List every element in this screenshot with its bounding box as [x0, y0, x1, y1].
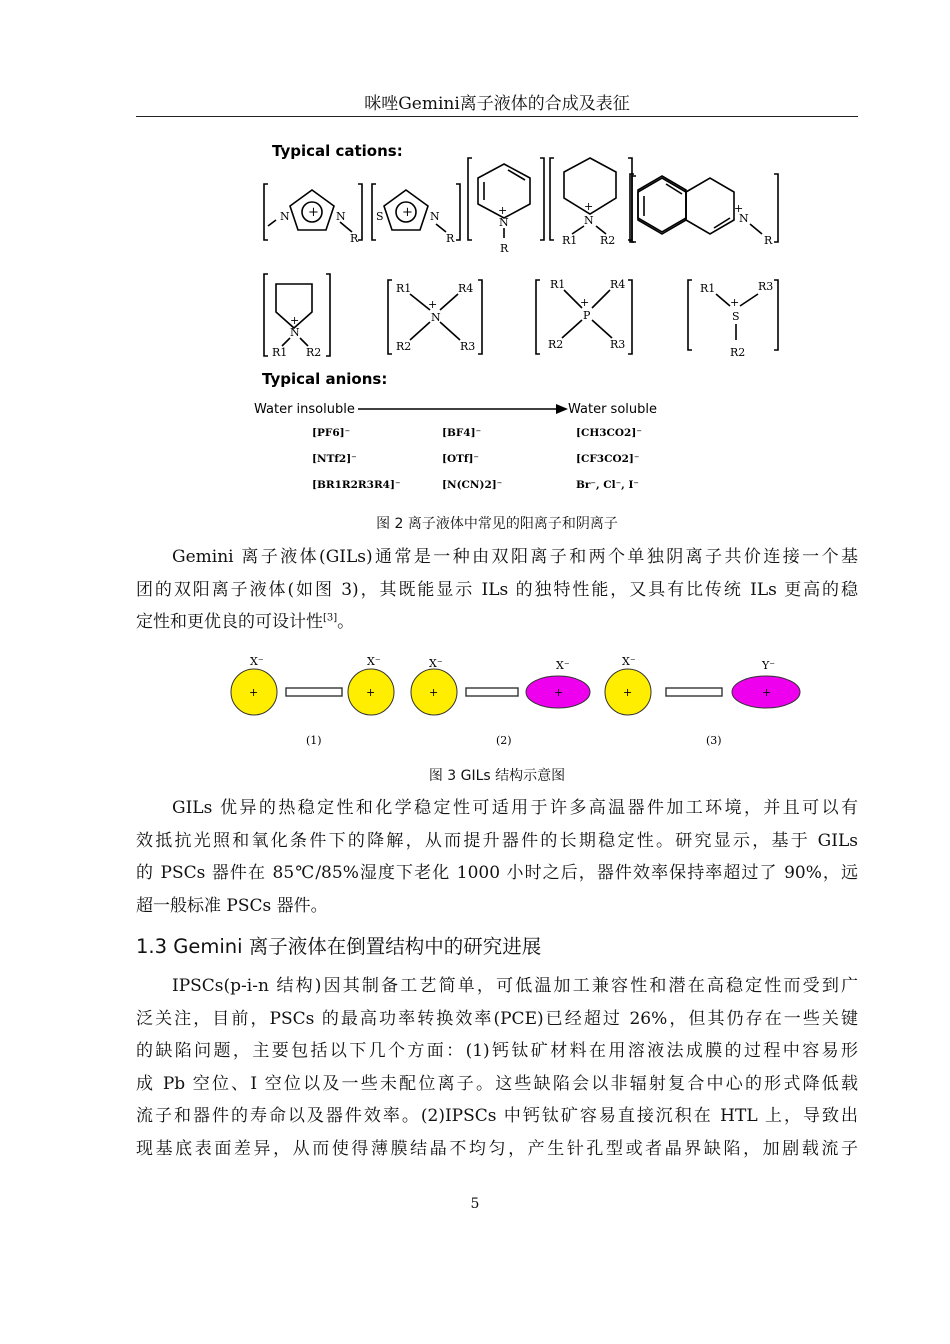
substituent-r: R — [764, 234, 773, 247]
anion-acetate: [CH3CO2]⁻ — [576, 427, 642, 439]
substituent-r3: R3 — [610, 338, 626, 351]
substituent-r3: R3 — [758, 280, 774, 293]
substituent-r1: R1 — [562, 234, 578, 247]
structure-label: (2) — [496, 734, 512, 747]
atom-n: N — [584, 214, 594, 227]
substituent-r3: R3 — [460, 340, 476, 353]
substituent-r4: R4 — [610, 278, 626, 291]
section-heading-1-3: 1.3 Gemini 离子液体在倒置结构中的研究进展 — [136, 935, 542, 958]
water-insoluble-label: Water insoluble — [254, 402, 355, 417]
atom-n: N — [336, 210, 346, 223]
anion-halides: Br⁻, Cl⁻, I⁻ — [576, 479, 639, 491]
atom-s: S — [376, 210, 384, 223]
anion-ntf2: [NTf2]⁻ — [312, 453, 357, 465]
substituent-r: R — [350, 232, 359, 245]
text-line — [136, 606, 858, 639]
plus-sign: + — [308, 205, 319, 220]
plus-sign: + — [762, 686, 772, 699]
typical-anions-label: Typical anions: — [262, 370, 388, 388]
atom-n: N — [430, 210, 440, 223]
anion-y: Y⁻ — [762, 659, 776, 672]
plus-sign: + — [734, 202, 744, 215]
cation-phosphonium — [536, 278, 632, 354]
atom-n: N — [280, 210, 290, 223]
substituent-r1: R1 — [550, 278, 566, 291]
linker — [666, 688, 722, 696]
text-line: GILs 优异的热稳定性和化学稳定性可适用于许多高温器件加工环境，并且可以有 — [172, 798, 858, 818]
linker — [286, 688, 342, 696]
anion-x: X⁻ — [556, 659, 570, 672]
anion-dicyanamide: [N(CN)2]⁻ — [442, 479, 503, 491]
substituent-r: R — [446, 232, 455, 245]
typical-cations-label: Typical cations: — [272, 142, 403, 160]
gil-structure-1 — [231, 655, 394, 747]
cation-imidazolium — [264, 184, 362, 245]
cation-pyrrolidinium — [264, 274, 330, 359]
figure-3-caption: 图 3 GILs 结构示意图 — [428, 768, 566, 784]
cation-isoquinolinium — [630, 174, 778, 247]
anion-x: X⁻ — [367, 655, 381, 668]
plus-sign: + — [366, 686, 376, 699]
atom-n: N — [290, 326, 300, 339]
figure-2-caption: 图 2 离子液体中常见的阳离子和阴离子 — [376, 516, 618, 532]
plus-sign: + — [584, 200, 594, 213]
substituent-r4: R4 — [458, 282, 474, 295]
text-line: 团的双阳离子液体(如图 3)，其既能显示 ILs 的独特性能，又具有比传统 ILs 更高的稳 — [136, 579, 858, 600]
anion-otf: [OTf]⁻ — [442, 453, 479, 465]
text-line: Gemini 离子液体(GILs)通常是一种由双阳离子和两个单独阴离子共价连接一个基 — [172, 547, 858, 567]
atom-n: N — [431, 311, 441, 324]
citation-3: [3] — [323, 612, 338, 624]
atom-n: N — [499, 216, 509, 229]
arrow-head-icon — [556, 404, 568, 414]
plus-sign: + — [623, 686, 633, 699]
text-segment: 定性和更优良的可设计性 — [136, 612, 323, 632]
running-header: 咪唑Gemini离子液体的合成及表征 — [364, 94, 630, 114]
text-line: 成 Pb 空位、I 空位以及一些未配位离子。这些缺陷会以非辐射复合中心的形式降低载 — [136, 1073, 858, 1094]
text-line: 效抵抗光照和氧化条件下的降解，从而提升器件的长期稳定性。研究显示，基于 GILs — [136, 830, 858, 851]
substituent-r: R — [500, 242, 509, 255]
plus-sign: + — [498, 204, 508, 217]
anion-x: X⁻ — [622, 655, 636, 668]
anion-borate: [BR1R2R3R4]⁻ — [312, 479, 401, 491]
paragraph-gils-intro — [136, 541, 858, 639]
atom-p: P — [583, 309, 591, 322]
paragraph-gils-stability — [136, 792, 858, 922]
atom-n: N — [739, 212, 749, 225]
figure-3-gils-schematic — [220, 652, 820, 752]
text-line: 的缺陷问题，主要包括以下几个方面：(1)钙钛矿材料在用溶液法成膜的过程中容易形 — [136, 1041, 858, 1061]
linker — [466, 688, 518, 696]
text-line: 泛关注，目前，PSCs 的最高功率转换效率(PCE)已经超过 26%，但其仍存在一些关键 — [136, 1008, 858, 1029]
paragraph-ipscs — [136, 970, 858, 1165]
substituent-r1: R1 — [396, 282, 412, 295]
text-line: 现基底表面差异，从而使得薄膜结晶不均匀，产生针孔型或者晶界缺陷，加剧载流子 — [136, 1138, 858, 1159]
plus-sign: + — [249, 686, 259, 699]
plus-sign: + — [730, 296, 740, 309]
plus-sign: + — [429, 686, 439, 699]
substituent-r2: R2 — [730, 346, 746, 359]
substituent-r2: R2 — [600, 234, 616, 247]
page-number: 5 — [470, 1196, 480, 1212]
plus-sign: + — [554, 686, 564, 699]
plus-sign: + — [428, 298, 438, 311]
substituent-r2: R2 — [548, 338, 564, 351]
text-line: 超一般标准 PSCs 器件。 — [136, 895, 328, 916]
gil-structure-2 — [411, 657, 590, 747]
structure-label: (1) — [306, 734, 322, 747]
plus-sign: + — [580, 296, 590, 309]
text-line: 的 PSCs 器件在 85℃/85%湿度下老化 1000 小时之后，器件效率保持率超过了 90%，远 — [136, 863, 858, 883]
text-segment: 。 — [337, 612, 355, 632]
cation-ammonium — [388, 280, 482, 354]
plus-sign: + — [402, 205, 413, 220]
anion-bf4: [BF4]⁻ — [442, 427, 482, 439]
substituent-r1: R1 — [272, 346, 288, 359]
atom-s: S — [732, 310, 740, 323]
substituent-r1: R1 — [700, 282, 716, 295]
anion-x: X⁻ — [429, 657, 443, 670]
header-rule — [136, 116, 858, 117]
water-soluble-label: Water soluble — [568, 402, 658, 417]
anion-pf6: [PF6]⁻ — [312, 427, 351, 439]
gil-structure-3 — [605, 655, 800, 747]
figure-2-ion-structures — [250, 134, 690, 496]
figure-2-cations-right — [626, 150, 786, 360]
cation-thiazolium — [372, 184, 460, 245]
substituent-r2: R2 — [306, 346, 322, 359]
structure-label: (3) — [706, 734, 722, 747]
anion-x: X⁻ — [250, 655, 264, 668]
anion-trifluoroacetate: [CF3CO2]⁻ — [576, 453, 640, 465]
substituent-r2: R2 — [396, 340, 412, 353]
plus-sign: + — [290, 314, 300, 327]
text-line: 流子和器件的寿命以及器件效率。(2)IPSCs 中钙钛矿容易直接沉积在 HTL 上，导致出 — [136, 1106, 858, 1126]
cation-pyridinium — [468, 158, 544, 255]
cation-sulfonium — [688, 280, 778, 359]
text-line: IPSCs(p-i-n 结构)因其制备工艺简单，可低温加工兼容性和潜在高稳定性而受到广 — [172, 976, 858, 996]
cation-piperidinium — [550, 158, 632, 247]
